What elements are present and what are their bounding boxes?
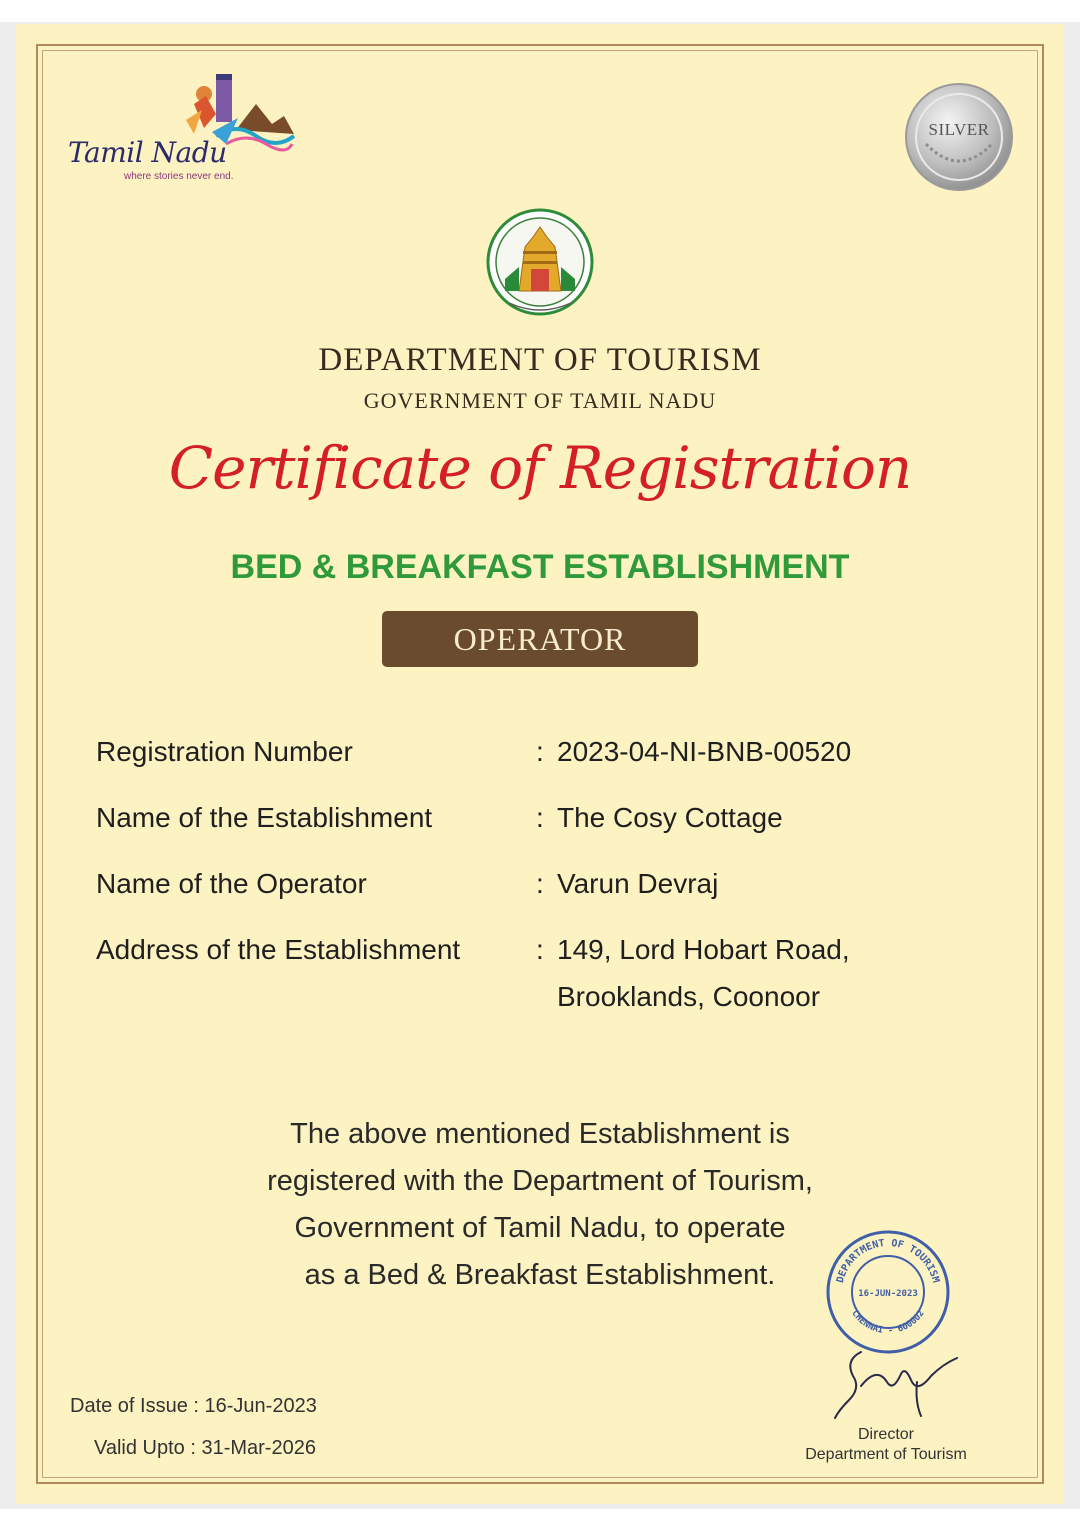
seal-top-text: DEPARTMENT OF TOURISM bbox=[834, 1238, 942, 1285]
separator-colon: : bbox=[536, 736, 544, 767]
registration-number-label: Registration Number bbox=[96, 736, 353, 767]
tamil-nadu-emblem-icon bbox=[485, 207, 595, 319]
valid-upto: Valid Upto : 31-Mar-2026 bbox=[94, 1437, 316, 1459]
svg-text:CHENNAI - 600002 bbox=[849, 1309, 926, 1337]
statement-line: The above mentioned Establishment is bbox=[290, 1118, 790, 1150]
statement-line: Government of Tamil Nadu, to operate bbox=[294, 1212, 786, 1244]
statement-line: as a Bed & Breakfast Establishment. bbox=[304, 1259, 776, 1291]
silver-label: SILVER bbox=[928, 120, 990, 139]
department-seal-icon bbox=[822, 1226, 954, 1358]
separator-colon: : bbox=[536, 868, 544, 899]
bottom-margin bbox=[0, 1509, 1080, 1531]
director-signature bbox=[831, 1346, 961, 1426]
establishment-name-value: The Cosy Cottage bbox=[557, 802, 783, 833]
category-title: BED & BREAKFAST ESTABLISHMENT bbox=[230, 548, 850, 586]
seal-bottom-text: CHENNAI - 600002 bbox=[849, 1308, 927, 1337]
separator-colon: : bbox=[536, 934, 544, 965]
operator-name-label: Name of the Operator bbox=[96, 868, 367, 899]
department-title: DEPARTMENT OF TOURISM bbox=[318, 342, 762, 378]
separator-colon: : bbox=[536, 802, 544, 833]
address-label: Address of the Establishment bbox=[96, 934, 461, 965]
seal-date: 16-JUN-2023 bbox=[858, 1289, 918, 1299]
date-of-issue: Date of Issue : 16-Jun-2023 bbox=[70, 1395, 317, 1417]
tamil-nadu-tagline: where stories never end. bbox=[124, 171, 234, 182]
statement-line: registered with the Department of Tourism, bbox=[267, 1165, 813, 1197]
establishment-name-label: Name of the Establishment bbox=[96, 802, 433, 833]
address-value-line2: Brooklands, Coonoor bbox=[557, 981, 821, 1012]
tamil-nadu-logo bbox=[66, 74, 296, 184]
silver-badge bbox=[904, 82, 1014, 192]
signatory-department: Department of Tourism bbox=[805, 1446, 967, 1463]
address-value-line1: 149, Lord Hobart Road, bbox=[557, 934, 850, 965]
certificate-title: Certificate of Registration bbox=[168, 434, 912, 502]
operator-badge: OPERATOR bbox=[382, 611, 698, 667]
signatory-title: Director bbox=[857, 1426, 914, 1443]
tamil-nadu-wordmark: Tamil Nadu bbox=[68, 136, 227, 169]
registration-number-value: 2023-04-NI-BNB-00520 bbox=[557, 736, 852, 767]
government-title: GOVERNMENT OF TAMIL NADU bbox=[363, 388, 717, 413]
signature-icon bbox=[831, 1346, 961, 1426]
certificate bbox=[16, 24, 1064, 1504]
state-emblem bbox=[485, 207, 595, 319]
official-seal bbox=[822, 1226, 954, 1358]
top-margin bbox=[0, 0, 1080, 22]
operator-name-value: Varun Devraj bbox=[557, 868, 719, 899]
